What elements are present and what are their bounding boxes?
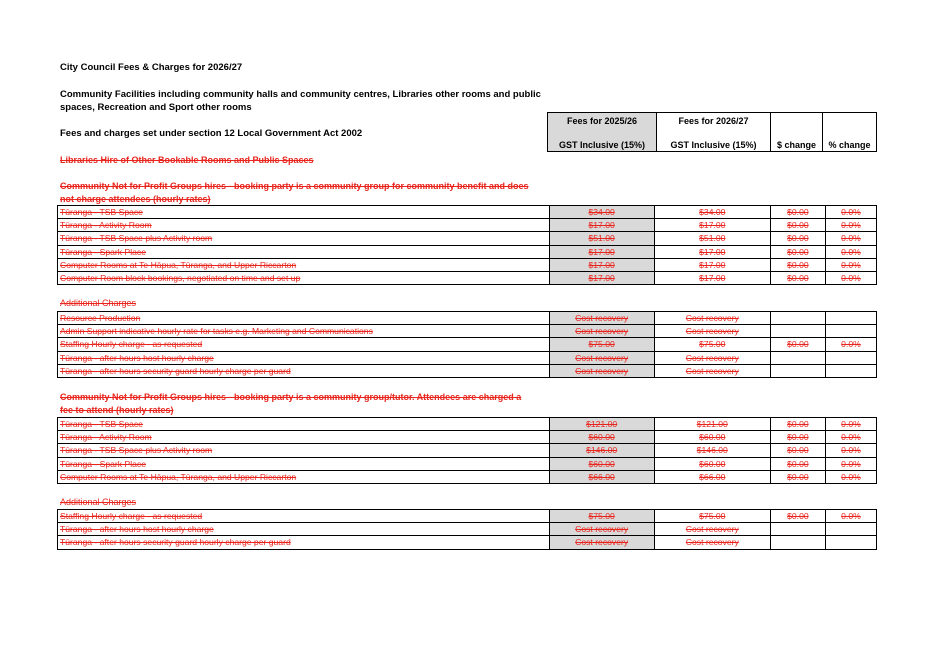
dollar-change: $0.00 xyxy=(770,431,825,444)
row-label: Tūranga - TSB Space plus Activity room xyxy=(58,232,550,245)
percent-change: 0.0% xyxy=(825,206,876,219)
dollar-change xyxy=(770,312,825,325)
row-label: Tūranga - TSB Space plus Activity room xyxy=(58,444,550,457)
fee-2026-27: $75.00 xyxy=(654,338,770,351)
percent-change xyxy=(825,364,876,377)
fee-2026-27: $75.00 xyxy=(654,510,770,523)
table-row xyxy=(58,470,877,483)
percent-change: 0.0% xyxy=(825,444,876,457)
percent-change xyxy=(825,312,876,325)
percent-change: 0.0% xyxy=(825,431,876,444)
fee-2025-26: $60.00 xyxy=(549,457,654,470)
table-row xyxy=(58,312,877,325)
percent-change: 0.0% xyxy=(825,258,876,271)
fee-2026-27: $17.00 xyxy=(654,271,770,284)
dollar-change: $0.00 xyxy=(770,510,825,523)
additional1-table xyxy=(57,311,877,378)
section2-title-line1: Community Not for Profit Groups hires - booking party is a community group/tutor. Attendees are charged a xyxy=(60,392,522,402)
table-row xyxy=(58,271,877,284)
fee-2025-26: Cost recovery xyxy=(549,312,654,325)
percent-change: 0.0% xyxy=(825,470,876,483)
percent-change: 0.0% xyxy=(825,418,876,431)
legislation-text: Fees and charges set under section 12 Local Government Act 2002 xyxy=(60,128,363,139)
row-label: Tūranga - after hours security guard hourly charge per guard xyxy=(58,536,550,549)
table-row xyxy=(58,523,877,536)
row-label: Staffing Hourly charge - as requested xyxy=(58,510,550,523)
table-row xyxy=(58,444,877,457)
dollar-change xyxy=(770,536,825,549)
fee-2026-27: Cost recovery xyxy=(654,351,770,364)
percent-change: 0.0% xyxy=(825,219,876,232)
dollar-change: $0.00 xyxy=(770,271,825,284)
dollar-change xyxy=(770,351,825,364)
fee-2025-26: $121.00 xyxy=(549,418,654,431)
col-d-header-top xyxy=(823,113,877,130)
dollar-change: $0.00 xyxy=(770,418,825,431)
dollar-change: $0.00 xyxy=(770,232,825,245)
table-row xyxy=(58,510,877,523)
table-row xyxy=(58,418,877,431)
fee-2025-26: $60.00 xyxy=(549,431,654,444)
row-label: Tūranga - after hours host hourly charge xyxy=(58,351,550,364)
table-row xyxy=(58,258,877,271)
fee-2025-26: Cost recovery xyxy=(549,536,654,549)
row-label: Tūranga - Spark Place xyxy=(58,245,550,258)
fee-2025-26: $17.00 xyxy=(549,245,654,258)
fee-2026-27: $146.00 xyxy=(654,444,770,457)
percent-change: 0.0% xyxy=(825,510,876,523)
document-subtitle-line1: Community Facilities including community halls and community centres, Libraries other rooms and public xyxy=(60,89,541,100)
dollar-change: $0.00 xyxy=(770,206,825,219)
dollar-change: $0.00 xyxy=(770,457,825,470)
row-label: Tūranga - Activity Room xyxy=(58,431,550,444)
dollar-change xyxy=(770,325,825,338)
section1-title-line2: not charge attendees (hourly rates) xyxy=(60,194,211,204)
section1-table xyxy=(57,205,877,285)
fee-2026-27: $121.00 xyxy=(654,418,770,431)
row-label: Tūranga - after hours host hourly charge xyxy=(58,523,550,536)
section2-title-line2: fee to attend (hourly rates) xyxy=(60,405,174,415)
fee-2026-27: $34.00 xyxy=(654,206,770,219)
fee-2025-26: Cost recovery xyxy=(549,523,654,536)
percent-change: 0.0% xyxy=(825,338,876,351)
table-row xyxy=(58,536,877,549)
fee-2026-27: Cost recovery xyxy=(654,536,770,549)
fee-2025-26: Cost recovery xyxy=(549,364,654,377)
table-row xyxy=(58,232,877,245)
percent-change: 0.0% xyxy=(825,271,876,284)
fee-2026-27: $17.00 xyxy=(654,245,770,258)
fee-2025-26: $75.00 xyxy=(549,338,654,351)
dollar-change: $0.00 xyxy=(770,470,825,483)
row-label: Computer Room block bookings, negotiated on time and set up xyxy=(58,271,550,284)
additional1-title: Additional Charges xyxy=(60,298,137,308)
dollar-change: $0.00 xyxy=(770,258,825,271)
percent-change xyxy=(825,536,876,549)
col-d-header: % change xyxy=(823,130,877,152)
col-b-header-bottom: GST Inclusive (15%) xyxy=(656,130,770,152)
row-label: Staffing Hourly charge - as requested xyxy=(58,338,550,351)
section1-title-line1: Community Not for Profit Groups hires - booking party is a community group for community benefit and does xyxy=(60,181,529,191)
fee-2026-27: Cost recovery xyxy=(654,312,770,325)
section2-table xyxy=(57,417,877,484)
table-row xyxy=(58,457,877,470)
additional2-title: Additional Charges xyxy=(60,497,137,507)
column-header-table xyxy=(547,112,877,152)
col-b-header-top: Fees for 2026/27 xyxy=(656,113,770,130)
dollar-change: $0.00 xyxy=(770,338,825,351)
percent-change: 0.0% xyxy=(825,245,876,258)
fee-2025-26: $17.00 xyxy=(549,271,654,284)
fee-2025-26: $34.00 xyxy=(549,206,654,219)
fee-2025-26: $75.00 xyxy=(549,510,654,523)
fee-2025-26: $17.00 xyxy=(549,219,654,232)
row-label: Tūranga - TSB Space xyxy=(58,418,550,431)
dollar-change xyxy=(770,523,825,536)
col-a-header-top: Fees for 2025/26 xyxy=(548,113,657,130)
document-title: City Council Fees & Charges for 2026/27 xyxy=(60,62,243,73)
table-row xyxy=(58,325,877,338)
percent-change: 0.0% xyxy=(825,232,876,245)
fee-2026-27: $51.00 xyxy=(654,232,770,245)
row-label: Tūranga - after hours security guard hourly charge per guard xyxy=(58,364,550,377)
document-subtitle-line2: spaces, Recreation and Sport other rooms xyxy=(60,102,252,113)
dollar-change: $0.00 xyxy=(770,219,825,232)
fee-2025-26: $66.00 xyxy=(549,470,654,483)
table-row xyxy=(58,338,877,351)
percent-change xyxy=(825,325,876,338)
col-c-header: $ change xyxy=(771,130,823,152)
fee-2026-27: $17.00 xyxy=(654,219,770,232)
fee-2026-27: $66.00 xyxy=(654,470,770,483)
libraries-heading: Libraries Hire of Other Bookable Rooms and Public Spaces xyxy=(60,155,314,165)
fee-2025-26: $51.00 xyxy=(549,232,654,245)
table-row xyxy=(58,206,877,219)
fee-2026-27: $17.00 xyxy=(654,258,770,271)
fee-2025-26: $146.00 xyxy=(549,444,654,457)
fee-2025-26: Cost recovery xyxy=(549,351,654,364)
row-label: Computer Rooms at Te Hāpua, Tūranga, and Upper Riccarton xyxy=(58,258,550,271)
row-label: Admin Support indicative hourly rate for tasks e.g. Marketing and Communications xyxy=(58,325,550,338)
dollar-change: $0.00 xyxy=(770,444,825,457)
dollar-change xyxy=(770,364,825,377)
fee-2026-27: $60.00 xyxy=(654,457,770,470)
additional2-table xyxy=(57,509,877,550)
percent-change: 0.0% xyxy=(825,457,876,470)
col-c-header-top xyxy=(771,113,823,130)
fee-2026-27: Cost recovery xyxy=(654,325,770,338)
table-row xyxy=(58,431,877,444)
fee-2026-27: Cost recovery xyxy=(654,364,770,377)
row-label: Tūranga - Activity Room xyxy=(58,219,550,232)
col-a-header-bottom: GST Inclusive (15%) xyxy=(548,130,657,152)
table-row xyxy=(58,245,877,258)
row-label: Tūranga - Spark Place xyxy=(58,457,550,470)
fee-2025-26: $17.00 xyxy=(549,258,654,271)
row-label: Resource Production xyxy=(58,312,550,325)
fee-2025-26: Cost recovery xyxy=(549,325,654,338)
row-label: Tūranga - TSB Space xyxy=(58,206,550,219)
table-row xyxy=(58,219,877,232)
fee-2026-27: Cost recovery xyxy=(654,523,770,536)
percent-change xyxy=(825,351,876,364)
table-row xyxy=(58,364,877,377)
fee-2026-27: $60.00 xyxy=(654,431,770,444)
table-row xyxy=(58,351,877,364)
percent-change xyxy=(825,523,876,536)
dollar-change: $0.00 xyxy=(770,245,825,258)
row-label: Computer Rooms at Te Hāpua, Tūranga, and Upper Riccarton xyxy=(58,470,550,483)
